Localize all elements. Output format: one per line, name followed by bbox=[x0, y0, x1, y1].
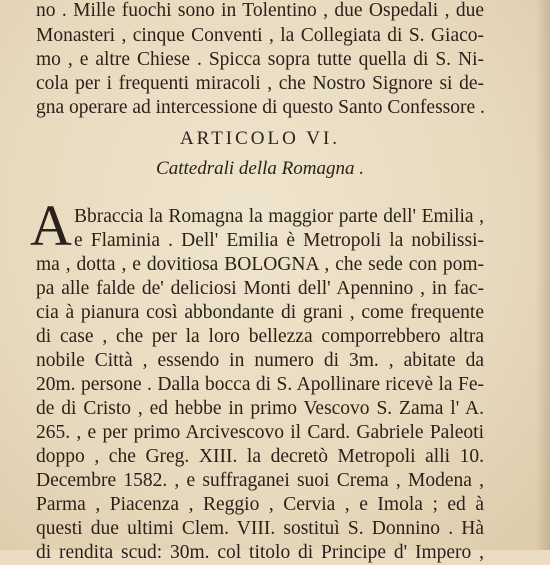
text-line: di case , che per la loro bellezza comporrebbero altra bbox=[36, 326, 484, 347]
text-line: ma , dotta , e dovitiosa BOLOGNA , che sede con pom- bbox=[36, 254, 484, 275]
text-line: gna operare ad intercessione di questo Santo Confessore . bbox=[36, 97, 485, 118]
text-line: pa alle falde de' deliciosi Monti dell' Apennino , in fac- bbox=[36, 278, 484, 299]
text-line: cola per i frequenti miracoli , che Nostro Signore si de- bbox=[36, 73, 484, 94]
text-line: doppo , che Greg. XIII. la decretò Metropoli alli 10. bbox=[36, 446, 484, 467]
text-line: de di Cristo , ed hebbe in primo Vescovo S. Zama l' A. bbox=[36, 398, 484, 419]
text-line: Bbraccia la Romagna la maggior parte dell' Emilia , bbox=[74, 206, 484, 227]
text-line: nobile Città , essendo in numero di 3m. , abitate da bbox=[36, 350, 484, 371]
page-edge-shadow bbox=[536, 0, 550, 550]
text-line: cia à pianura così abbondante di grani , come frequente bbox=[36, 302, 484, 323]
text-line: 265. , e per primo Arcivescovo il Card. Gabriele Paleoti bbox=[36, 422, 484, 443]
text-line: mo , e altre Chiese . Spicca sopra tutte quella di S. Ni- bbox=[36, 49, 484, 70]
article-heading: ARTICOLO VI. bbox=[179, 128, 341, 149]
text-line: Decembre 1582. , e suffraganei suoi Crema , Modena , bbox=[36, 470, 484, 491]
text-line: 20m. persone . Dalla bocca di S. Apollinare ricevè la Fe- bbox=[36, 374, 484, 395]
text-line: e Flaminia . Dell' Emilia è Metropoli la nobilissi- bbox=[74, 230, 484, 251]
text-line: Parma , Piacenza , Reggio , Cervia , e Imola ; ed à bbox=[36, 494, 484, 515]
text-line: no . Mille fuochi sono in Tolentino , due Ospedali , due bbox=[36, 0, 484, 21]
text-line: Monasteri , cinque Conventi , la Collegiata di S. Giaco- bbox=[36, 25, 484, 46]
drop-cap: A bbox=[30, 193, 72, 258]
text-line: di rendita scud: 30m. col titolo di Principe d' Impero , bbox=[36, 542, 484, 563]
article-subheading: Cattedrali della Romagna . bbox=[156, 158, 364, 179]
text-line: questi due ultimi Clem. VIII. sostituì S. Donnino . Hà bbox=[36, 518, 484, 539]
